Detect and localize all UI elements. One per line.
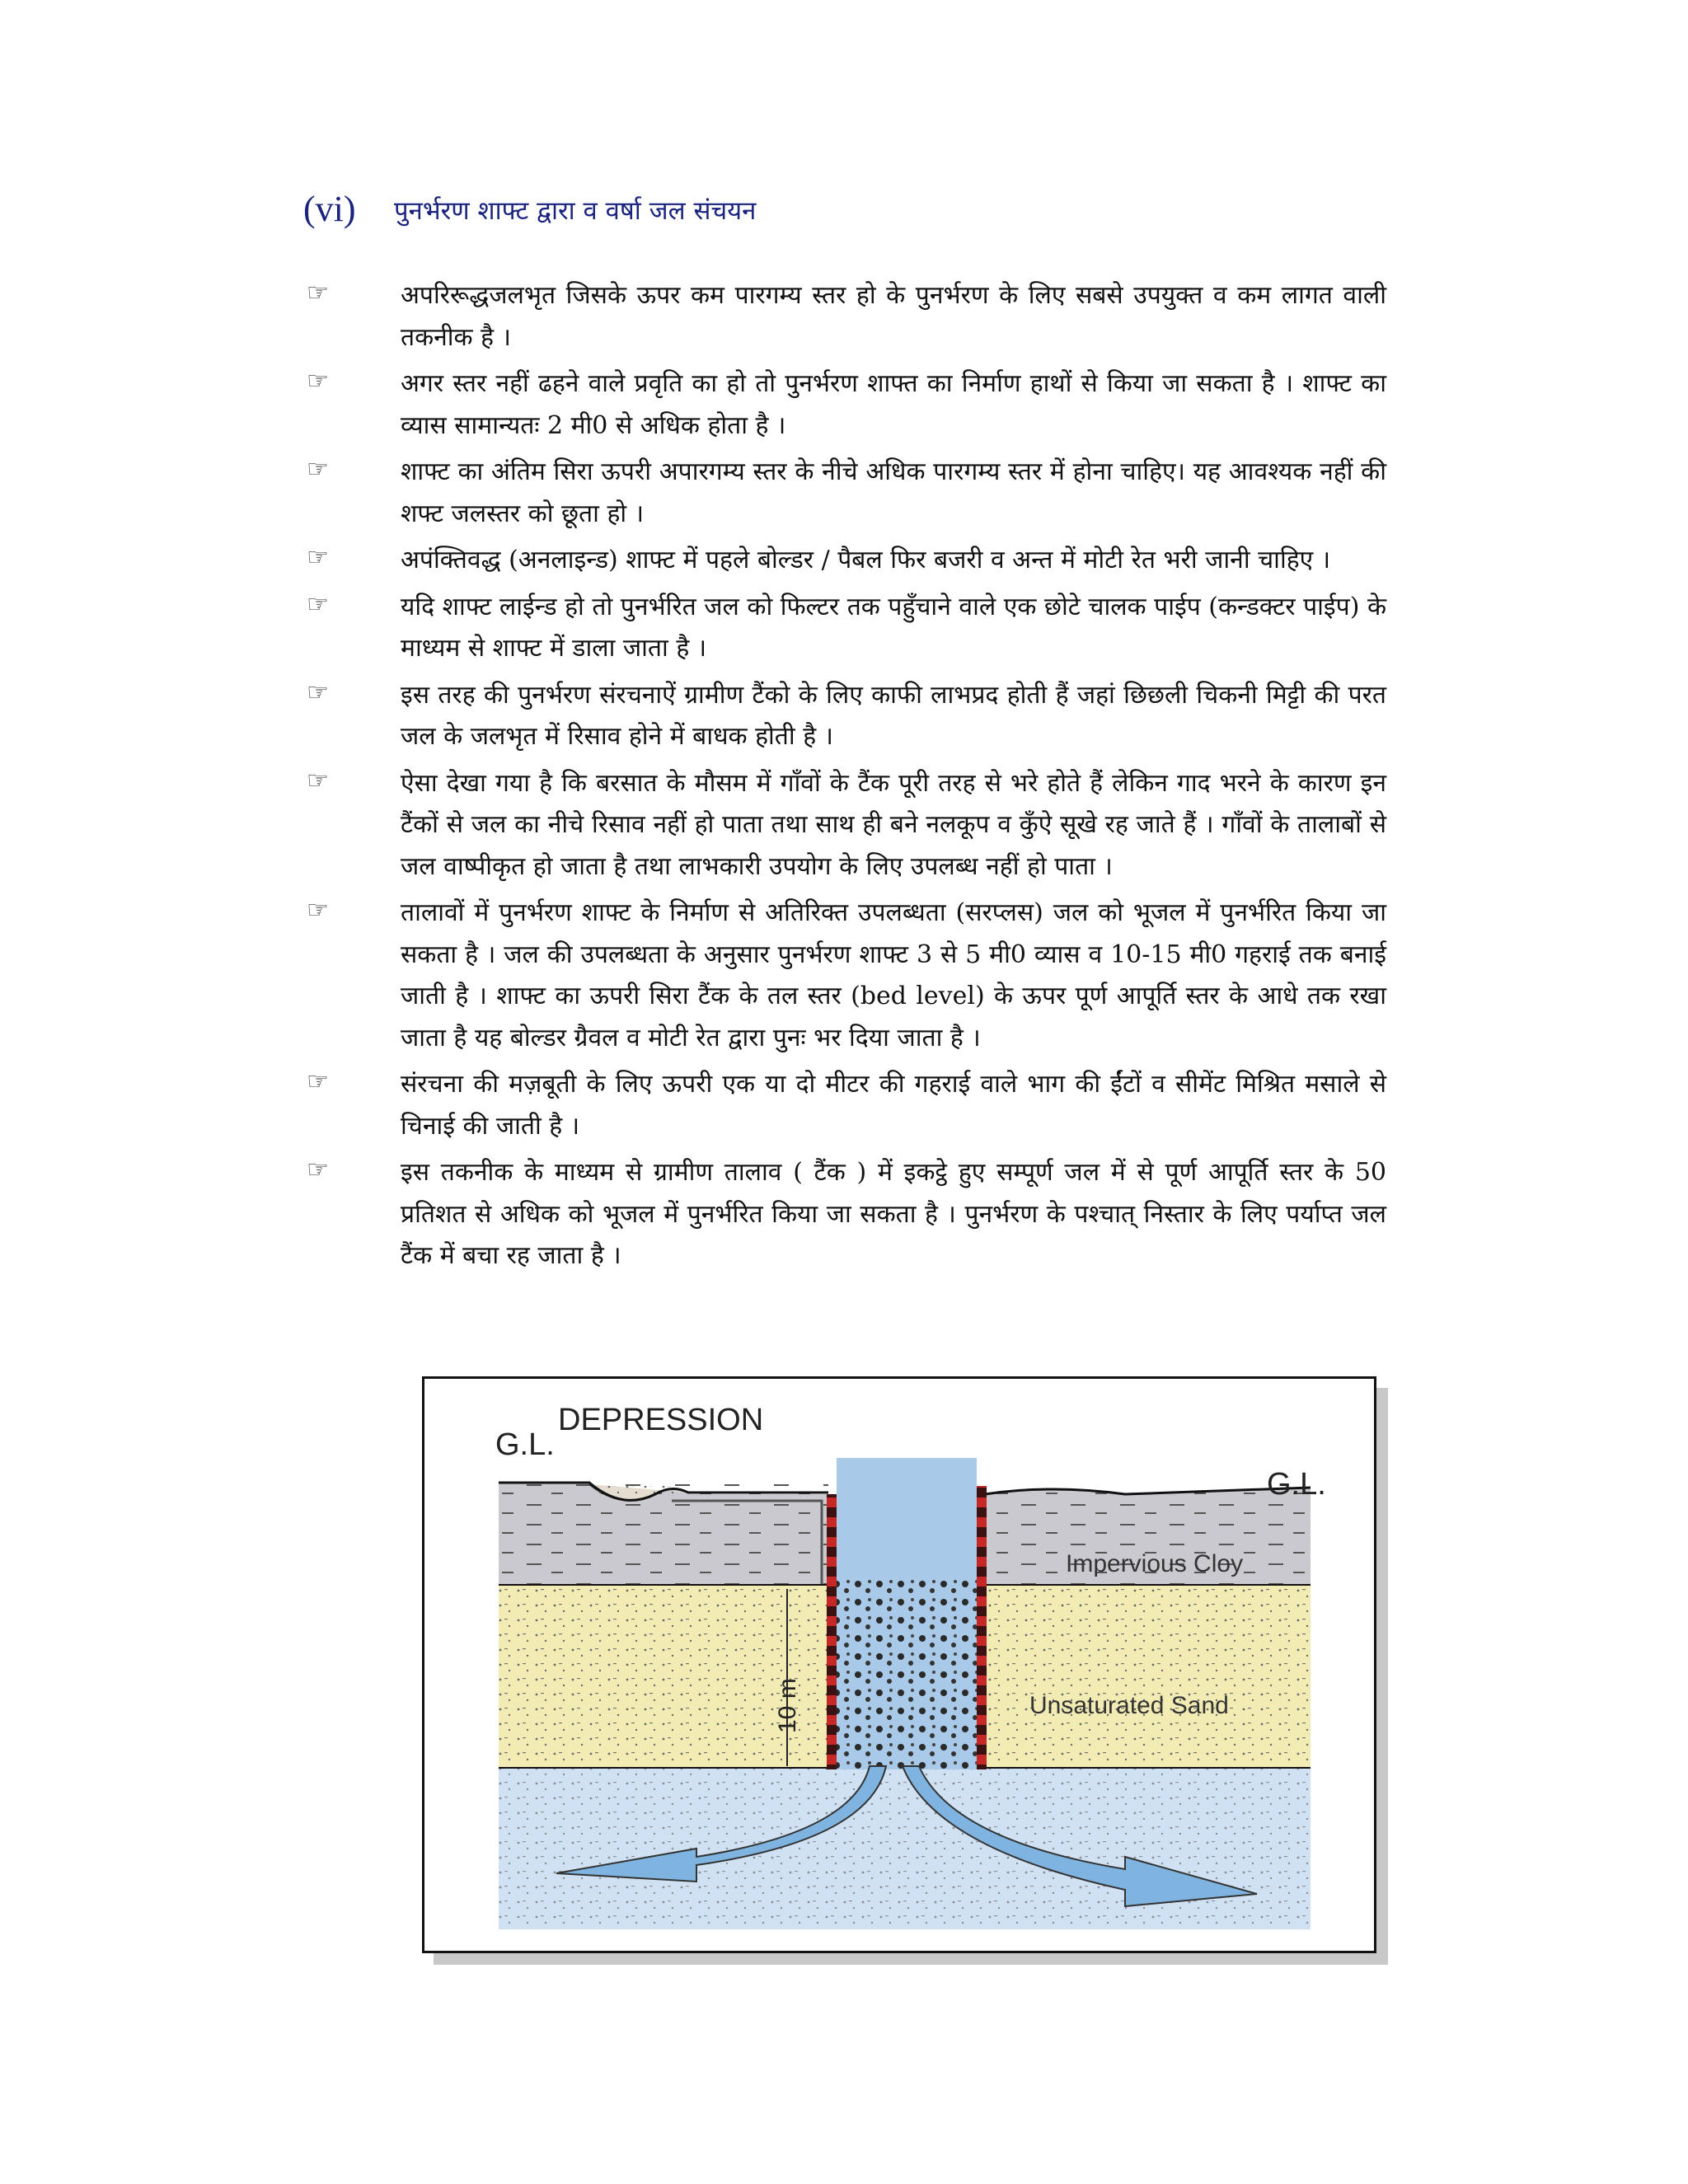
list-item-text: शाफ्ट का अंतिम सिरा ऊपरी अपारगम्य स्तर के नीचे अधिक पारगम्य स्तर में होना चाहिए। यह आवश्यक नहीं की शफ्ट जलस्तर को छूता हो ।	[401, 457, 1386, 528]
gl-right-label: G.L.	[1267, 1467, 1326, 1502]
list-item-text: ऐसा देखा गया है कि बरसात के मौसम में गाँवों के टैंक पूरी तरह से भरे होते हैं लेकिन गाद भरने के कारण इन टैंकों से जल का नीचे रिसाव नहीं हो पाता तथा साथ ही बने नलकूप व कुँऐ सूखे रह जाते हैं । गाँवों के तालाबों से जल वाष्पीकृत हो जाता है तथा लाभकारी उपयोग के लिए उपलब्ध नहीं हो पाता ।	[401, 768, 1386, 881]
pointing-hand-icon: ☞	[307, 367, 329, 396]
list-item-text: यदि शाफ्ट लाईन्ड हो तो पुनर्भरित जल को फिल्टर तक पहुँचाने वाले एक छोटे चालक पाईप (कन्डक्टर पाईप) के माध्यम से शाफ्ट में डाला जाता है ।	[401, 592, 1386, 663]
pointing-hand-icon: ☞	[307, 279, 329, 307]
list-item-text: इस तरह की पुनर्भरण संरचनाऐं ग्रामीण टैंको के लिए काफी लाभप्रद होती हैं जहां छिछली चिकनी मिट्टी की परत जल के जलभृत में रिसाव होने में बाधक होती है ।	[401, 680, 1386, 751]
list-item	[307, 1152, 1386, 1277]
list-item	[307, 540, 1386, 582]
pointing-hand-icon: ☞	[307, 766, 329, 795]
pointing-hand-icon: ☞	[307, 677, 329, 707]
pointing-hand-icon: ☞	[307, 896, 329, 925]
list-item	[307, 763, 1386, 888]
list-item	[307, 275, 1386, 359]
list-item	[307, 587, 1386, 670]
depth-label: 10 m	[774, 1678, 801, 1733]
gl-left-label: G.L.	[495, 1427, 555, 1462]
section-title: पुनर्भरण शाफ्ट द्वारा व वर्षा जल संचयन	[394, 196, 757, 226]
list-item	[307, 1064, 1386, 1147]
list-item	[307, 893, 1386, 1059]
pointing-hand-icon: ☞	[307, 589, 329, 619]
pointing-hand-icon: ☞	[307, 1155, 329, 1184]
bullet-list	[307, 275, 1386, 1282]
pointing-hand-icon: ☞	[307, 543, 329, 572]
list-item	[307, 675, 1386, 758]
list-item-text: तालावों में पुनर्भरण शाफ्ट के निर्माण से अतिरिक्त उपलब्धता (सरप्लस) जल को भूजल में पुनर्भरित किया जा सकता है । जल की उपलब्धता के अनुसार पुनर्भरण शाफ्ट 3 से 5 मी0 व्यास व 10-15 मी0 गहराई तक बनाई जाती है । शाफ्ट का ऊपरी सिरा टैंक के तल स्तर (bed level) के ऊपर पूर्ण आपूर्ति स्तर के आधे तक रखा जाता है यह बोल्डर ग्रैवल व मोटी रेत द्वारा पुनः भर दिया जाता है ।	[401, 898, 1386, 1052]
list-item	[307, 452, 1386, 535]
diagram-canvas	[424, 1379, 1374, 1951]
list-item-text: संरचना की मज़बूती के लिए ऊपरी एक या दो मीटर की गहराई वाले भाग की ईंटों व सीमेंट मिश्रित मसाले से चिनाई की जाती है ।	[401, 1070, 1386, 1141]
depression-label: DEPRESSION	[558, 1403, 764, 1437]
pointing-hand-icon: ☞	[307, 1067, 329, 1096]
shaft-gravel	[837, 1577, 977, 1769]
list-item-text: अगर स्तर नहीं ढहने वाले प्रवृति का हो तो पुनर्भरण शाफ्त का निर्माण हाथों से किया जा सकता है । शाफ्ट का व्यास सामान्यतः 2 मी0 से अधिक होता है ।	[401, 369, 1386, 440]
list-item-text: इस तकनीक के माध्यम से ग्रामीण तालाव ( टैंक ) में इकट्ठे हुए सम्पूर्ण जल में से पूर्ण आपूर्ति स्तर के 50 प्रतिशत से अधिक को भूजल में पुनर्भरित किया जा सकता है । पुनर्भरण के पश्चात् निस्तार के लिए पर्याप्त जल टैंक में बचा रह जाता है ।	[401, 1158, 1386, 1270]
shaft-wall-left	[827, 1494, 837, 1769]
pointing-hand-icon: ☞	[307, 455, 329, 484]
list-item-text: अपरिरूद्धजलभृत जिसके ऊपर कम पारगम्य स्तर हो के पुनर्भरण के लिए सबसे उपयुक्त व कम लागत वाली तकनीक है ।	[401, 281, 1386, 352]
clay-label: Impervious Cloy	[1066, 1550, 1244, 1577]
sand-label: Unsaturated Sand	[1029, 1692, 1229, 1719]
recharge-shaft-diagram	[422, 1376, 1376, 1953]
section-heading	[303, 188, 1457, 237]
list-item-text: अपंक्तिवद्ध (अनलाइन्ड) शाफ्ट में पहले बोल्डर / पैबल फिर बजरी व अन्त में मोटी रेत भरी जानी चाहिए ।	[401, 546, 1331, 574]
shaft-wall-right	[977, 1486, 987, 1769]
section-number: (vi)	[303, 189, 356, 229]
list-item	[307, 363, 1386, 447]
